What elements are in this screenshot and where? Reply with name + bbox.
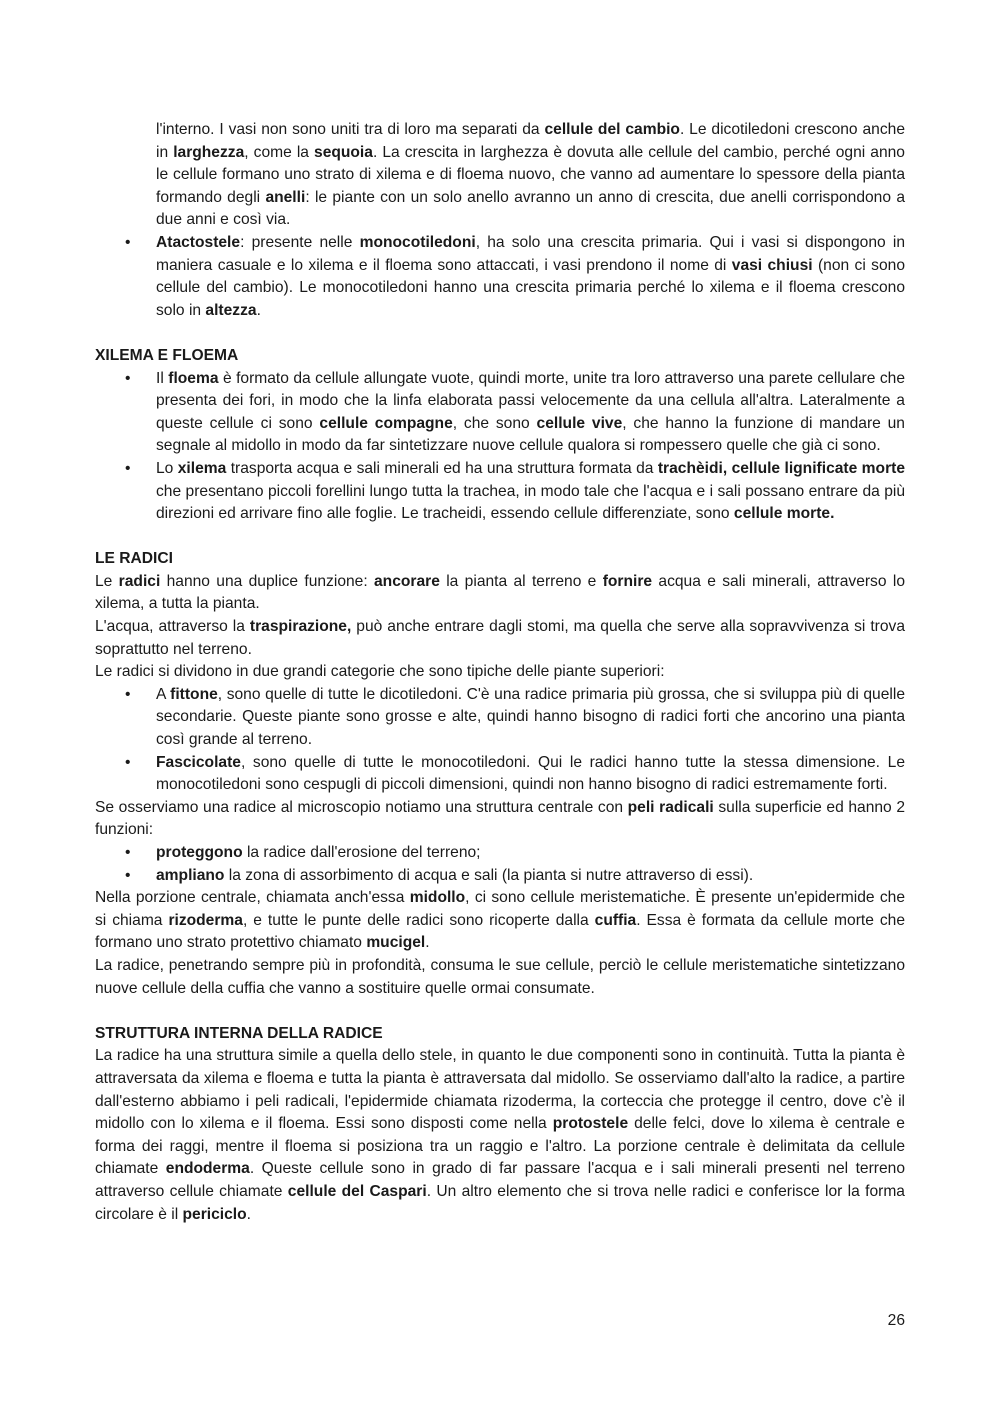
bold-term: protostele	[552, 1115, 629, 1133]
bullet-icon: •	[125, 233, 131, 251]
bold-term: monocotiledoni	[359, 233, 476, 251]
text-run: la radice dall'erosione del terreno;	[242, 844, 481, 861]
page-number: 26	[887, 1312, 905, 1329]
heading-xilema-floema: XILEMA E FLOEMA	[95, 346, 239, 364]
bold-term: rizoderma	[168, 911, 243, 929]
bold-term: proteggono	[156, 844, 243, 861]
text-run: L'acqua, attraverso la	[95, 618, 250, 636]
text-run: , ha solo una crescita primaria. Qui i vasi si dispongono in maniera casuale e lo xilema e il floema sono attaccati, i vasi prendono il nome di	[156, 233, 905, 274]
radici-types-list	[95, 684, 905, 797]
bold-term: ampliano	[156, 866, 225, 884]
bold-term: endoderma	[165, 1160, 250, 1178]
spacer	[95, 1000, 905, 1023]
bold-term: fittone	[170, 685, 218, 703]
spacer	[95, 526, 905, 549]
bold-term: cellule vive	[536, 414, 623, 432]
text-run: , sono quelle di tutte le dicotiledoni. C'è una radice primaria più grossa, che si sviluppa più di quelle secondarie. Queste piante sono grosse e alte, quindi hanno bisogno di radici forti che ancorino una pianta così grande al terreno.	[156, 685, 905, 749]
bold-term: cellule del cambio	[544, 121, 680, 138]
bold-term: radici	[118, 572, 161, 590]
bold-term: floema	[168, 369, 219, 387]
bold-term: vasi chiusi	[731, 256, 813, 274]
list-item-xilema	[95, 458, 905, 526]
list-item-fascicolate	[95, 752, 905, 797]
bold-term: anelli	[265, 188, 306, 206]
text-run: Le	[95, 572, 119, 590]
list-item-fittone	[95, 684, 905, 752]
text-run: .	[425, 934, 430, 952]
bold-term: cellule del Caspari	[287, 1182, 427, 1200]
text-run: l'interno. I vasi non sono uniti tra di loro ma separati da	[156, 121, 545, 138]
text-run: .	[256, 301, 261, 319]
text-run: : presente nelle	[240, 233, 360, 251]
text-run: la pianta al terreno e	[439, 572, 603, 590]
bold-term: larghezza	[173, 143, 245, 161]
bold-term: ancorare	[374, 572, 440, 590]
text-run: . La crescita in larghezza è dovuta alle cellule del cambio, perché ogni anno le cellule formano uno strato di xilema e di floema nuovo, che vanno ad aumentare lo spessore della pianta formando degli	[156, 143, 905, 206]
bold-term: xilema	[177, 459, 227, 477]
bold-term: cellule compagne	[319, 414, 453, 432]
text-run: . Le dicotiledoni crescono anche in	[156, 121, 905, 161]
radici-paragraph-6: La radice, penetrando sempre più in profondità, consuma le sue cellule, perciò le cellule meristematiche sintetizzano nuove cellule della cuffia che vanno a sostituire quelle ormai consumate.	[95, 956, 905, 997]
bullet-icon: •	[125, 866, 131, 884]
text-run: Se osserviamo una radice al microscopio notiamo una struttura centrale con	[95, 798, 628, 816]
bold-term: peli radicali	[627, 798, 714, 816]
text-run: acqua e sali minerali, attraverso lo xilema, a tutta la pianta.	[95, 572, 905, 613]
stele-list	[95, 232, 905, 322]
bold-term: Atactostele	[156, 233, 241, 251]
bullet-icon: •	[125, 459, 131, 477]
text-run: Il	[156, 369, 169, 387]
text-run: trasporta acqua e sali minerali ed ha una struttura formata da	[226, 459, 658, 477]
spacer	[95, 322, 905, 345]
text-run: , ci sono cellule meristematiche. È presente un'epidermide che si chiama	[95, 889, 906, 929]
list-item-ampliano	[95, 865, 905, 888]
bold-term: cuffia	[594, 911, 637, 929]
xilema-floema-list	[95, 368, 905, 526]
radici-paragraph-5	[95, 887, 905, 955]
list-item-proteggono	[95, 842, 905, 865]
bullet-icon: •	[125, 369, 131, 387]
bullet-icon: •	[125, 844, 131, 861]
bold-term: Fascicolate	[156, 753, 241, 771]
radici-paragraph-2	[95, 616, 905, 661]
text-run: può anche entrare dagli stomi, ma quella che serve alla sopravvivenza si trova soprattutto nel terreno.	[95, 618, 905, 658]
text-run: . Queste cellule sono in grado di far passare l'acqua e i sali minerali presenti nel terreno attraverso cellule chiamate	[95, 1160, 905, 1200]
text-run: , sono quelle di tutte le monocotiledoni. Qui le radici hanno tutte la stessa dimensione. Le monocotiledoni sono cespugli di piccoli dimensioni, quindi non hanno bisogno di radici estremamente forti.	[156, 753, 905, 794]
bold-term: cellule morte.	[733, 505, 835, 523]
text-run: Nella porzione centrale, chiamata anch'essa	[95, 889, 410, 907]
heading-radici: LE RADICI	[95, 550, 173, 568]
radici-paragraph-4	[95, 797, 905, 842]
text-run: . Essa è formata da cellule morte che formano uno strato protettivo chiamato	[95, 911, 905, 952]
peli-functions-list	[95, 842, 905, 887]
text-run: .	[246, 1205, 252, 1223]
text-run: delle felci, dove lo xilema è centrale e forma dei raggi, mentre il floema si posiziona tra un raggio e l'altro. La porzione centrale è delimitata da cellule chiamate	[95, 1115, 905, 1178]
bold-term: trachèidi, cellule lignificate morte	[657, 459, 905, 477]
bold-term: periciclo	[182, 1205, 247, 1223]
text-run: , che sono	[452, 414, 537, 432]
page-content	[95, 119, 905, 1226]
stele-continuation-paragraph	[95, 119, 905, 232]
text-run: sulla superficie ed hanno 2 funzioni:	[95, 798, 905, 839]
list-item-floema	[95, 368, 905, 458]
bold-term: traspirazione,	[249, 618, 352, 636]
text-run: che presentano piccoli forellini lungo tutta la trachea, in modo tale che l'acqua e i sali possano entrare da più direzioni ed arrivare fino alle foglie. Le tracheidi, essendo cellule differenziate, sono	[156, 482, 905, 523]
bold-term: mucigel	[366, 934, 426, 952]
text-run: . Un altro elemento che si trova nelle radici e conferisce lor la forma circolare è il	[95, 1182, 905, 1223]
bold-term: midollo	[409, 889, 466, 907]
text-run: la zona di assorbimento di acqua e sali (la pianta si nutre attraverso di essi).	[224, 866, 754, 884]
list-item-atactostele	[95, 232, 905, 322]
radici-paragraph-1	[95, 571, 905, 616]
text-run: (non ci sono cellule del cambio). Le monocotiledoni hanno una crescita primaria perché lo xilema e il floema crescono solo in	[156, 256, 905, 319]
text-run: , che hanno la funzione di mandare un segnale al midollo in modo da far sintetizzare nuove cellule qualora si rompessero quelle che già ci sono.	[156, 414, 905, 455]
text-run: , come la	[244, 143, 315, 161]
radici-paragraph-3: Le radici si dividono in due grandi categorie che sono tipiche delle piante superiori:	[95, 663, 665, 681]
struttura-paragraph	[95, 1045, 905, 1226]
text-run: hanno una duplice funzione:	[160, 572, 374, 590]
text-run: La radice ha una struttura simile a quella dello stele, in quanto le due componenti sono in continuità. Tutta la pianta è attraversata da xilema e floema e tutta la pianta è attraversata dal midollo. Se osserviamo dall'alto la radice, a partire dall'esterno abbiamo i peli radicali, l'epidermide chiamata rizoderma, la corteccia che protegge il centro, dove c'è il midollo con lo xilema e il floema. Essi sono disposti come nella	[95, 1047, 905, 1133]
bold-term: fornire	[602, 572, 653, 590]
text-run: Lo	[156, 459, 178, 477]
text-run: A	[156, 685, 171, 703]
bold-term: sequoia	[314, 143, 373, 161]
bullet-icon: •	[125, 753, 131, 771]
bold-term: altezza	[205, 301, 257, 319]
text-run: : le piante con un solo anello avranno un anno di crescita, due anelli corrispondono a due anni e così via.	[156, 188, 905, 229]
text-run: è formato da cellule allungate vuote, quindi morte, unite tra loro attraverso una parete cellulare che presenta dei fori, in modo che la linfa elaborata passi velocemente da una cellula all'altra. Lateralmente a queste cellule ci sono	[156, 369, 905, 432]
text-run: , e tutte le punte delle radici sono ricoperte dalla	[242, 911, 595, 929]
bullet-icon: •	[125, 685, 131, 703]
heading-struttura-interna: STRUTTURA INTERNA DELLA RADICE	[95, 1024, 383, 1042]
